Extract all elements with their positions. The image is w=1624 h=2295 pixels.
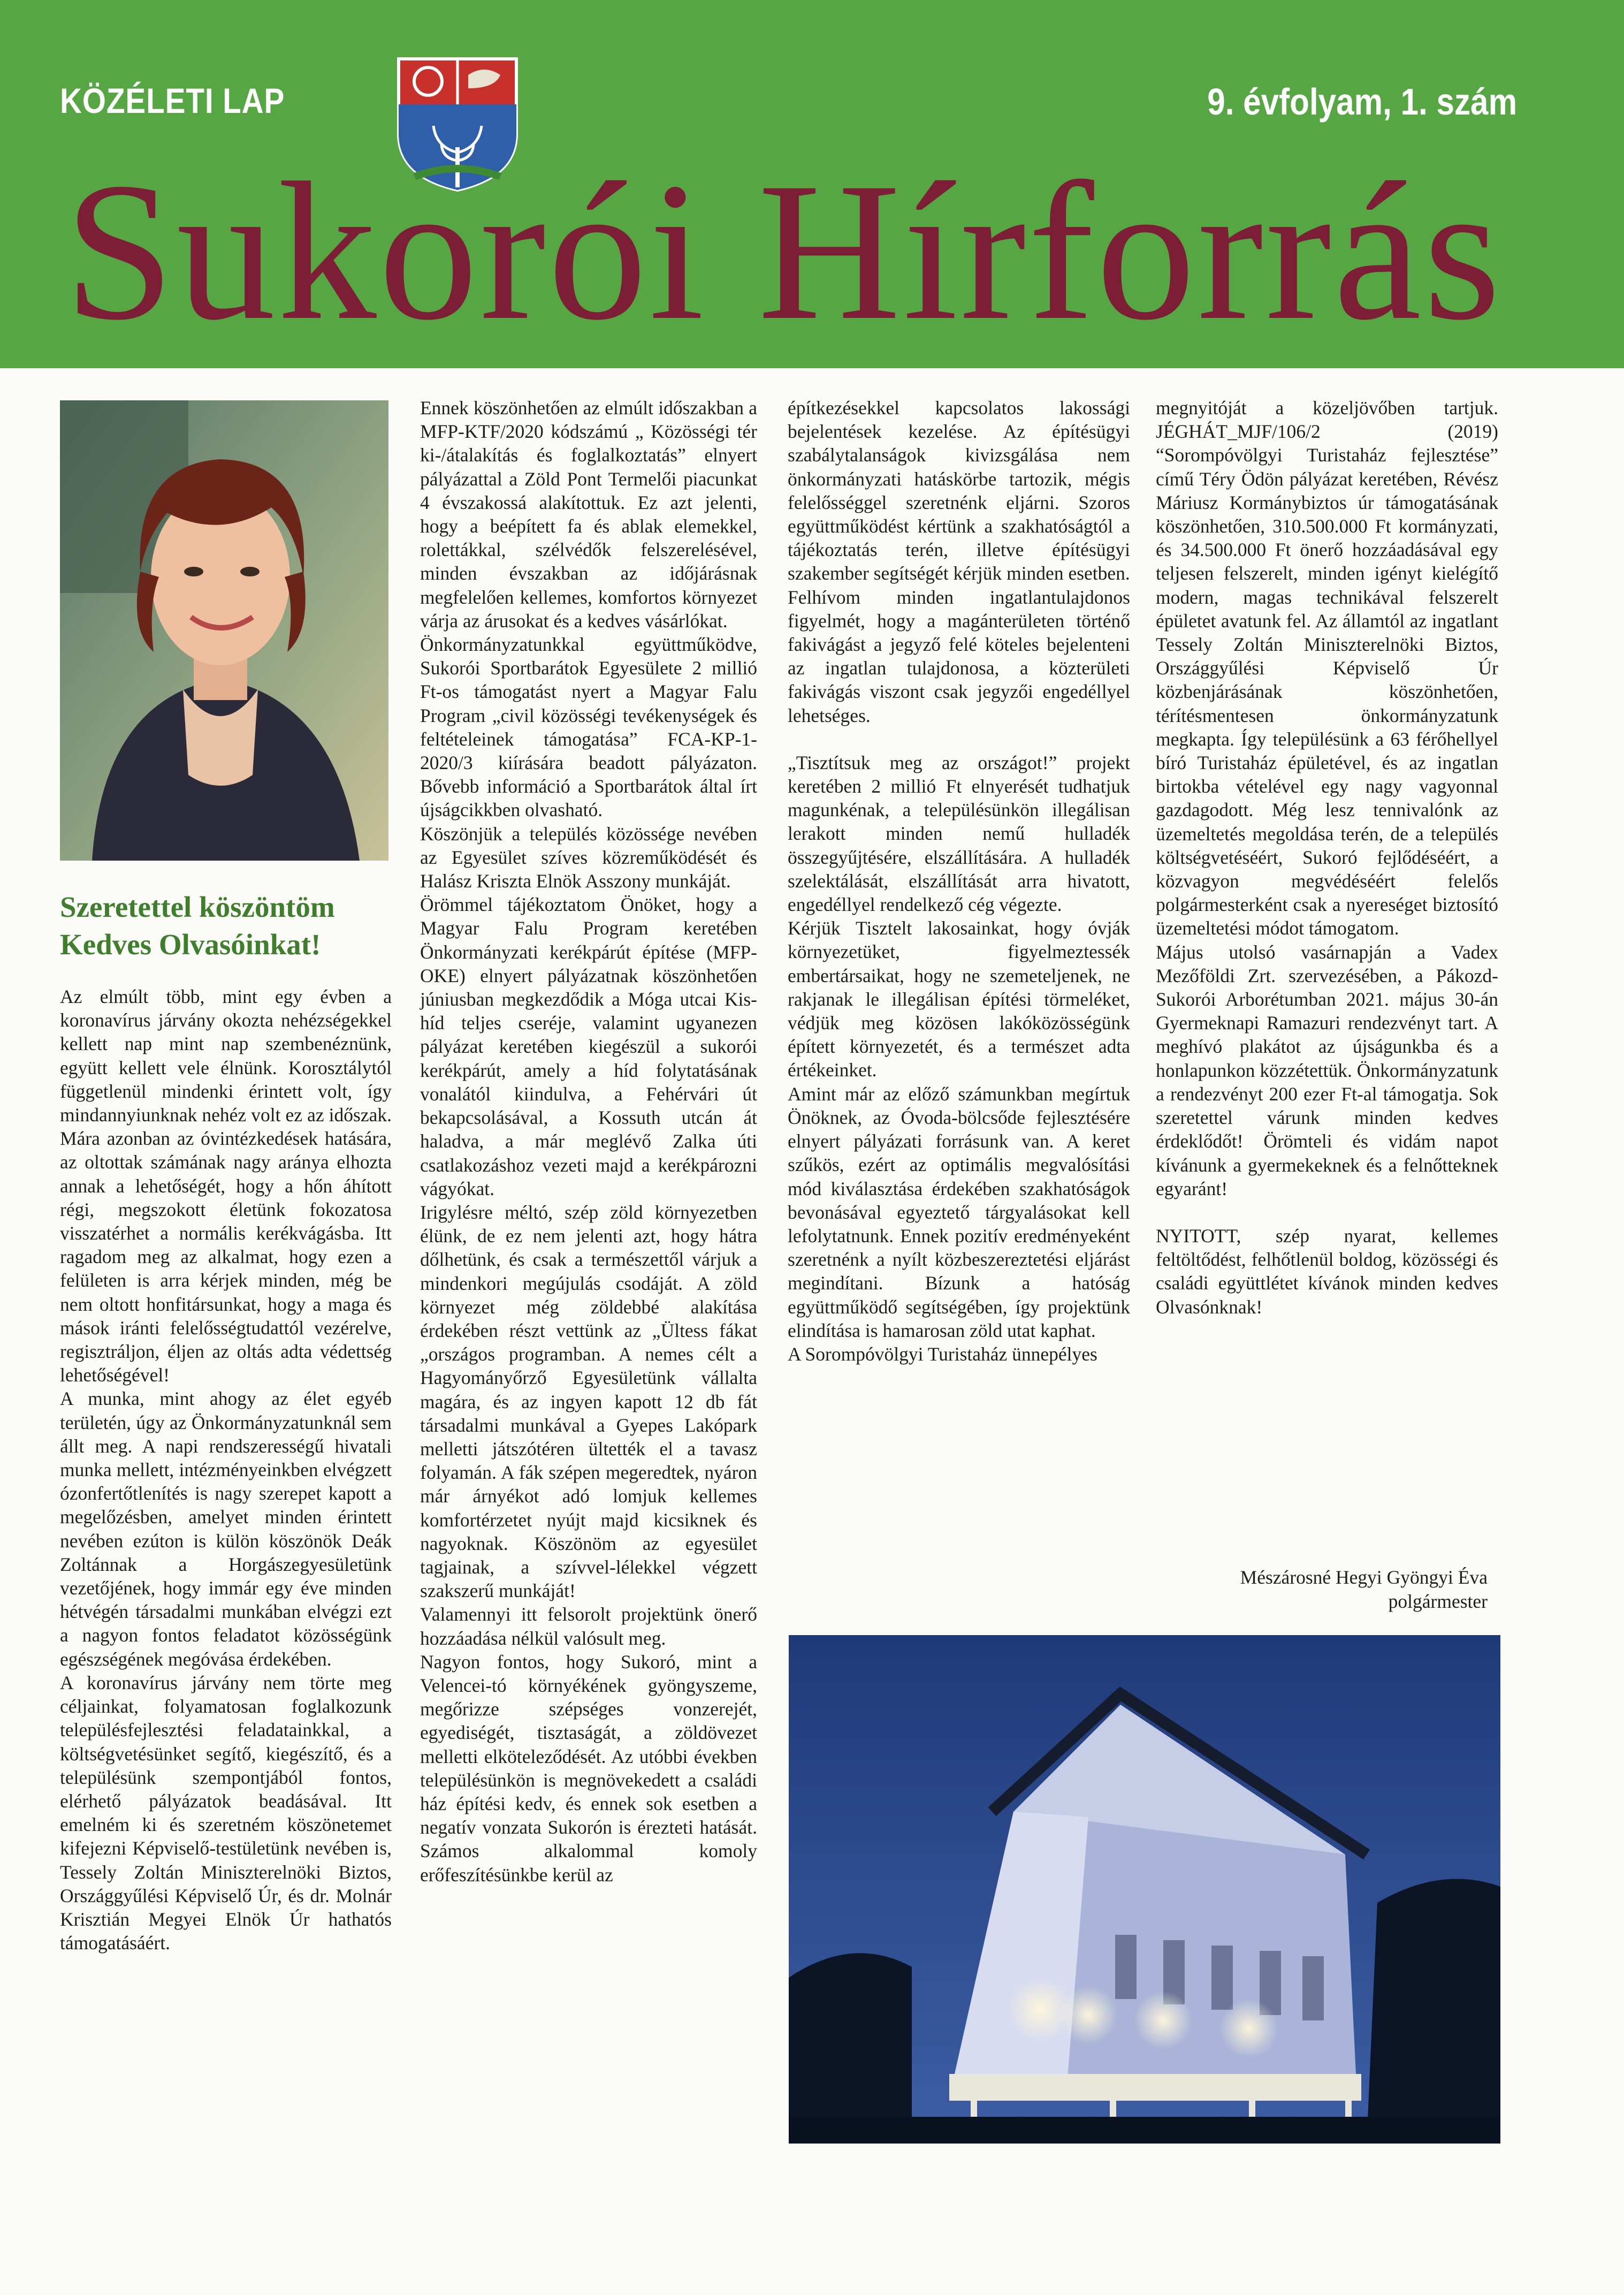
paragraph: Ennek köszönhetően az elmúlt időszakban a MFP-KTF/2020 kódszámú „ Közösségi tér ki-/átalakítás és foglalkoztatás” elnyert pályázattal a Zöld Pont Termelői piacunkat 4 évszakossá alakítottuk. Ez azt jelenti, hogy a beépített fa és ablak elemekkel, rolettákkal, szélvédők felszerelésével, minden évszakban az időjárásnak megfelelően kellemes, komfortos környezet várja az árusokat és a kedves vásárlókat. <box>420 397 757 632</box>
paragraph: A koronavírus járvány nem törte meg céljainkat, folyamatosan foglalkozunk településfejlesztési feladatainkkal, a költségvetésünket segítő, kiegészítő, és a településünk szempontjából fontos, elérhető pályázatok beadásával. Itt emelném ki és szeretném köszönetemet kifejezni Képviselő-testületünk nevében is, Tessely Zoltán Miniszterelnöki Biztos, Országgyűlési Képviselő Úr, és dr. Molnár Krisztián Megyei Elnök Úr hathatós támogatásáért. <box>60 1671 392 1954</box>
paragraph: A munka, mint ahogy az élet egyéb területén, úgy az Önkormányzatunknál sem állt meg. A napi rendszerességű hivatali munka mellett, intézményeinkben elvégzett ózonfertőtlenítés is nagy szerepet kapott a megelőzésben, amelyet minden érintett nevében ezúton is külön köszönök Deák Zoltánnak a Horgászegyesületünk vezetőjének, hogy immár egy éve minden hétvégén társadalmi munkában elvégzi ezt a nagyon fontos feladatot közösségünk egészségének megóvása érdekében. <box>60 1388 392 1670</box>
issue-number: 9. évfolyam, 1. szám <box>1207 81 1517 123</box>
publication-type-label: KÖZÉLETI LAP <box>60 81 285 120</box>
paragraph: építkezésekkel kapcsolatos lakossági bejelentések kezelése. Az építésügyi szabálytalanságok kivizsgálása nem önkormányzati hatáskörbe tartozik, mégis felelősséggel szeretnénk eljárni. Szoros együttműködést kértünk a szakhatóságtól a tájékoztatás terén, illetve építésügyi szakember segítségét kérjük minden esetben. <box>788 397 1130 584</box>
paragraph: Valamennyi itt felsorolt projektünk önerő hozzáadása nélkül valósult meg. <box>420 1604 757 1649</box>
paragraph: Amint már az előző számunkban megírtuk Önöknek, az Óvoda-bölcsőde fejlesztésére elnyert pályázati forrásunk van. A keret szűkös, ezért az optimális megvalósítási mód kiválasztása érdekében szakhatóságok bevonásával egyeztető tárgyalásokat kell lefolytatnunk. Ennek pozitív eredményeként szeretnénk a nyílt közbeszereztetési eljárást megindítani. Bízunk a hatóság együttműködő segítségében, így projektünk elindítása is hamarosan zöld utat kaphat. <box>788 1083 1130 1341</box>
masthead <box>0 0 1624 368</box>
article-column-3 <box>788 396 1130 1366</box>
greeting-line-2: Kedves Olvasóinkat! <box>60 928 321 961</box>
mayor-portrait-photo <box>60 400 388 861</box>
paragraph: A Sorompóvölgyi Turistaház ünnepélyes <box>788 1343 1097 1365</box>
article-column-4 <box>1156 396 1498 1319</box>
paragraph: Felhívom minden ingatlantulajdonos figyelmét, hogy a magánterületen történő fakivágást a jegyző felé köteles bejelenteni az ingatlan tulajdonosa, a közterületi fakivágás viszont csak jegyzői engedéllyel lehetséges. <box>788 586 1130 726</box>
greeting-line-1: Szeretettel köszöntöm <box>60 891 335 923</box>
paragraph: Kérjük Tisztelt lakosainkat, hogy óvják környezetüket, figyelmeztessék embertársaikat, hogy ne szemeteljenek, ne rakjanak le illegálisan építési törmeléket, védjük meg közösen lakóközösségünk épített környezetét, és a természet adta értékeinket. <box>788 917 1130 1081</box>
paragraph: Irigylésre méltó, szép zöld környezetben élünk, de ez nem jelenti azt, hogy hátra dőlhetünk, és csak a természettől várjuk a mindenkori megújulás csodáját. A zöld környezet még zöldebbé alakítása érdekében részt vettünk az „Ültess fákat „országos programban. A nemes célt a Hagyományőrző Egyesületünk vállalta magára, és az ingyen kapott 12 db fát társadalmi munkával a Gyepes Lakópark melletti játszótéren ültették el a tavasz folyamán. A fák szépen megeredtek, nyáron már árnyékot adó lomjuk kellemes komfortérzetet nyújt majd kicsiknek és nagyoknak. Köszönöm az egyesület tagjainak, a szívvel-lélekkel végzett szakszerű munkáját! <box>420 1201 757 1602</box>
paragraph: Az elmúlt több, mint egy évben a koronavírus járvány okozta nehézségekkel kellett nap mint nap szembenéznünk, együtt kellett vele élnünk. Korosztálytól függetlenül mindenki érintett volt, így mindannyiunknak nehéz volt ez az időszak. Mára azonban az óvintézkedések hatására, az oltottak számának nagy aránya elhozta annak a lehetőségét, hogy a hőn áhított régi, megszokott életünk fokozatosa visszatérhet a normális kerékvágásba. Itt ragadom meg az alkalmat, hogy ezen a felületen is arra kérjek minden, még be nem oltott honfitársunkat, hogy a maga és mások iránti felelősségtudattól vezérelve, regisztráljon, éljen az oltás adta védettség lehetőségével! <box>60 986 392 1386</box>
signature-name: Mészárosné Hegyi Gyöngyi Éva <box>1240 1567 1488 1588</box>
newspaper-title: Sukorói Hírforrás <box>64 142 1503 361</box>
paragraph: megnyitóját a közeljövőben tartjuk. JÉGHÁT_MJF/106/2 (2019) “Sorompóvölgyi Turistaház fejlesztése” című Téry Ödön pályázat keretében, Révész Máriusz Kormánybiztos úr támogatásának köszönhetően, 310.500.000 Ft kormányzati, és 34.500.000 Ft önerő hozzáadásával egy teljesen felszerelt, minden igényt kielégítő modern, magas technikával felszerelt épületet avatunk fel. Az államtól az ingatlant Tessely Zoltán Miniszterelnöki Biztos, Országgyűlési Képviselő Úr közbenjárásának köszönhetően, térítésmentesen önkormányzatunk megkapta. Így településünk a 63 férőhellyel bíró Turistaház épületével, és az ingatlan birtokba vételével egy nagy vagyonnal gazdagodott. Még lesz tennivalónk az üzemeltetés megoldása terén, de a település költségvetéséért, Sukoró fejlődéséért, a közvagyon megvédéséért felelős polgármesterként csak a nyereséget biztosító üzemeltetési módot támogatom. <box>1156 397 1498 939</box>
paragraph: Örömmel tájékoztatom Önöket, hogy a Magyar Falu Program keretében Önkormányzati kerékpárút építése (MFP-OKE) elnyert pályázatnak köszönhetően júniusban megkezdődik a Móga utcai Kis-híd teljes cseréje, valamint ugyanezen pályázat keretében kiegészül a sukorói kerékpárút, amely a híd folytatásának vonalától kiindulva, a Fehérvári út bekapcsolásával, a Kossuth utcán át haladva, a már meglévő Zalka úti csatlakozáshoz vezeti majd a kerékpározni vágyókat. <box>420 894 757 1199</box>
article-column-1 <box>60 985 392 1955</box>
paragraph: Önkormányzatunkkal együttműködve, Sukorói Sportbarátok Egyesülete 2 millió Ft-os támogatást nyert a Magyar Falu Program „civil közösségi tevékenységek és feltételeinek támogatása” FCA-KP-1-2020/3 kiírására beadott pályázaton. Bővebb információ a Sportbarátok által írt újságcikkben olvasható. <box>420 634 757 821</box>
greeting-heading <box>60 888 392 963</box>
paragraph: Május utolsó vasárnapján a Vadex Mezőföldi Zrt. szervezésében, a Pákozd-Sukorói Arborétumban 2021. május 30-án Gyermeknapi Ramazuri rendezvényt tart. A meghívó plakátot az újságunkba és a honlapunkon közzétettük. Önkormányzatunk a rendezvényt 200 ezer Ft-al támogatja. Sok szeretettel várunk minden kedves érdeklődőt! Örömteli és vidám napot kívánunk a gyermekeknek és a felnőtteknek egyaránt! <box>1156 941 1498 1199</box>
paragraph: „Tisztítsuk meg az országot!” projekt keretében 2 millió Ft elnyerését tudhatjuk magunkénak, a településünkön illegálisan lerakott minden nemű hulladék összegyűjtésére, elszállítására. A hulladék szelektálását, elszállítását arra hivatott, engedéllyel rendelkező cég végezte. <box>788 751 1130 916</box>
paragraph: Köszönjük a település közössége nevében az Egyesület szíves közreműködését és Halász Kriszta Elnök Asszony munkáját. <box>420 823 757 892</box>
turistahaz-night-photo <box>789 1635 1500 2144</box>
paragraph: NYITOTT, szép nyarat, kellemes feltöltődést, felhőtlenül boldog, közösségi és családi együttlétet kívánok minden kedves Olvasónknak! <box>1156 1225 1498 1318</box>
paragraph: Nagyon fontos, hogy Sukoró, mint a Velencei-tó környékének gyöngyszeme, megőrizze szépséges vonzerejét, egyediségét, tisztaságát, a zöldövezet melletti elköteleződését. Az utóbbi években településünkön is megnövekedett a családi ház építési kedv, és ennek sok esetben a negatív vonzata Sukorón is érezteti hatását. Számos alkalommal komoly erőfeszítésünkbe kerül az <box>420 1651 757 1886</box>
article-column-2 <box>420 396 757 1887</box>
signature-role: polgármester <box>1388 1591 1488 1612</box>
signature <box>1156 1566 1488 1614</box>
